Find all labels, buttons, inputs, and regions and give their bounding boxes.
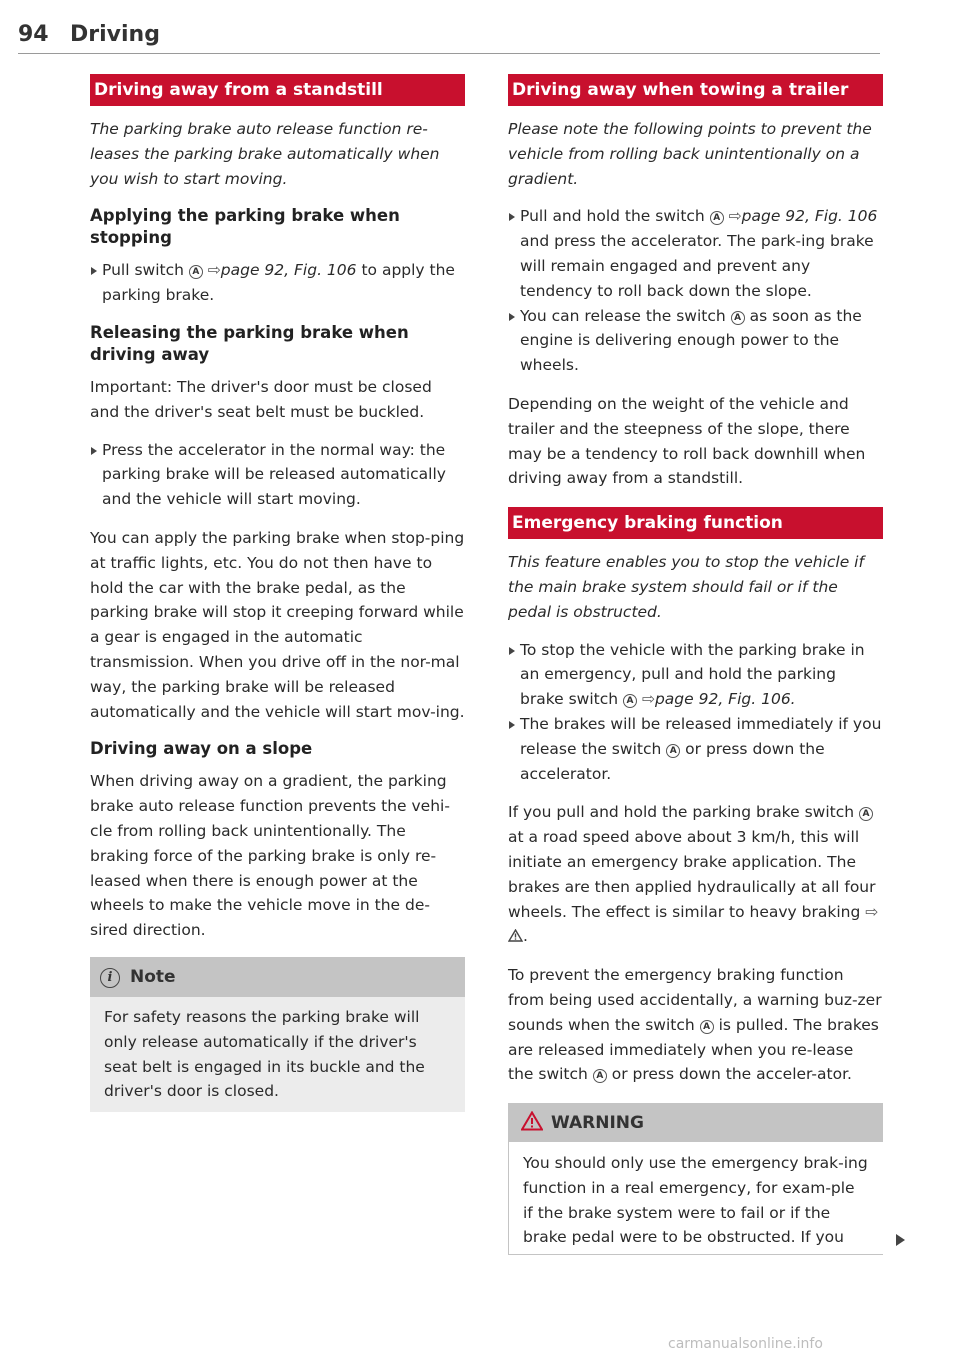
list-item: To stop the vehicle with the parking brake in an emergency, pull and hold the parking brake switch A ⇨page 92, Fig. 106. [508,638,883,712]
continue-arrow-icon [896,1234,905,1246]
note-header [90,957,465,997]
list-item: You can release the switch A as soon as the engine is delivering enough power to the wheels. [508,304,883,378]
intro-text: This feature enables you to stop the vehicle if the main brake system should fail or if the pedal is obstructed. [508,553,864,621]
switch-a-icon: A [666,744,680,758]
warning-icon [521,1111,543,1131]
paragraph: Depending on the weight of the vehicle and trailer and the steepness of the slope, there may be a tendency to roll back downhill when driving away from a standstill. [508,394,866,488]
info-icon: i [100,968,120,988]
left-column [90,74,465,1112]
warning-text: You should only use the emergency brak-ing function in a real emergency, for exam-ple if the brake system were to fail or if the brake pedal were to be obstructed. If you [523,1154,868,1247]
warning-triangle-icon[interactable] [508,929,523,942]
warning-title: WARNING [551,1113,644,1134]
switch-a-icon: A [859,807,873,821]
page-number: 94 [18,22,49,47]
xref-arrow-icon: ⇨ [641,690,655,709]
chapter-title: Driving [70,22,160,47]
switch-a-icon: A [710,211,724,225]
subheading-releasing: Releasing the parking brake when driving away [90,322,409,364]
switch-a-icon: A [731,311,745,325]
intro-text: The parking brake auto release function re-leases the parking brake automatically when you wish to start moving. [90,120,440,188]
note-box [90,957,465,1112]
section-title-emergency: Emergency braking function [508,507,883,539]
note-title: Note [130,966,176,987]
xref-arrow-icon: ⇨ [207,261,221,280]
section-title-standstill: Driving away from a standstill [90,74,465,106]
switch-a-icon: A [593,1069,607,1083]
warning-header [509,1104,883,1142]
paragraph: You can apply the parking brake when stop-ping at traffic lights, etc. You do not then have to hold the car with the brake pedal, as the parking brake will stop it creeping forward while a gear is engaged in the automatic transmission. When you drive off in the nor-mal way, the parking brake will be released automatically and the vehicle will start mov-ing. [90,528,465,721]
warning-box [508,1103,883,1255]
page-header [18,22,878,52]
subheading-applying: Applying the parking brake when stopping [90,206,400,248]
list-item: Press the accelerator in the normal way: the parking brake will be released automatically and the vehicle will start moving. [90,438,465,512]
note-text: For safety reasons the parking brake will only release automatically if the driver's seat belt is engaged in its buckle and the driver's door is closed. [104,1007,425,1101]
paragraph: If you pull and hold the parking brake switch A at a road speed above about 3 km/h, this will initiate an emergency brake application. The brakes are then applied hydraulically at all four wheels. The effect is similar to heavy braking ⇨. [508,803,879,946]
paragraph: Important: The driver's door must be closed and the driver's seat belt must be buckled. [90,377,432,421]
switch-a-icon: A [189,265,203,279]
paragraph: When driving away on a gradient, the parking brake auto release function prevents the vehi-cle from rolling back unintentionally. The braking force of the parking brake is only re-leased when there is enough power at the wheels to make the vehicle move in the de-sired direction. [90,772,450,940]
right-column [508,74,883,1255]
list-item: Pull and hold the switch A ⇨page 92, Fig. 106 and press the accelerator. The park-ing brake will remain engaged and prevent any tendency to roll back down the slope. [508,204,883,303]
section-title-trailer: Driving away when towing a trailer [508,74,883,106]
paragraph: To prevent the emergency braking function from being used accidentally, a warning buz-zer sounds when the switch A is pulled. The brakes are released immediately when you re-lease the switch A or press down the acceler-ator. [508,966,882,1084]
intro-text: Please note the following points to prevent the vehicle from rolling back unintentionally on a gradient. [508,120,872,188]
page-reference[interactable]: page 92, Fig. 106 [220,261,357,280]
xref-arrow-icon: ⇨ [865,902,879,921]
xref-arrow-icon: ⇨ [728,207,742,226]
page-reference[interactable]: page 92, Fig. 106. [654,690,796,709]
list-item: The brakes will be released immediately if you release the switch A or press down the accelerator. [508,712,883,786]
switch-a-icon: A [623,694,637,708]
switch-a-icon: A [700,1020,714,1034]
subheading-slope: Driving away on a slope [90,739,313,759]
page-reference[interactable]: page 92, Fig. 106 [741,207,878,226]
list-item: Pull switch A ⇨page 92, Fig. 106 to apply the parking brake. [90,258,465,308]
header-divider [18,53,880,54]
watermark: carmanualsonline.info [668,1336,823,1352]
